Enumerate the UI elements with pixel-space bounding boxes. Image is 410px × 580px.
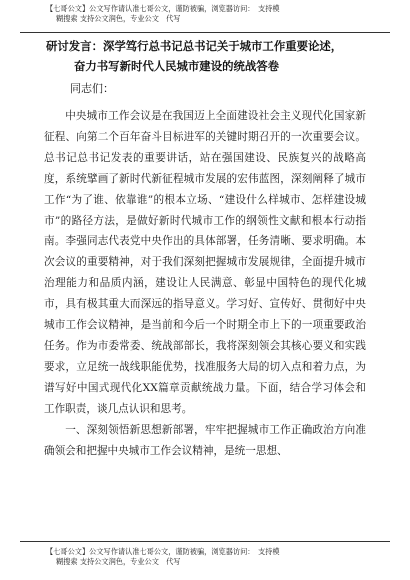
footer-banner-line2: 糊搜索 支持公文润色，专业公文 代写	[56, 557, 181, 566]
footer-banner	[22, 547, 388, 567]
footer-banner-line1: 【七哥公文】公文写作请认准七哥公文，谨防被骗，浏览器访问： 支持模	[46, 547, 280, 556]
title-line-1: 研讨发言：深学笃行总书记总书记关于城市工作重要论述，	[46, 39, 343, 53]
footer-divider	[20, 541, 390, 542]
greeting: 同志们：	[70, 82, 114, 95]
header-divider	[20, 32, 390, 33]
header-banner-line2: 糊搜索 支持公文润色，专业公文 代写	[56, 14, 181, 23]
header-banner	[22, 4, 388, 24]
section-heading-paragraph: 一、深刻领悟新思想新部署，牢牢把握城市工作正确政治方向准确领会和把握中央城市工作会议精神，是统一思想、	[44, 423, 366, 457]
header-banner-line1: 【七哥公文】公文写作请认准七哥公文，谨防被骗，浏览器访问： 支持模	[46, 4, 280, 13]
document-title	[46, 36, 372, 76]
title-line-2: 奋力书写新时代人民城市建设的统战答卷	[74, 59, 280, 73]
document-body	[44, 106, 366, 461]
body-paragraph-1: 中央城市工作会议是在我国迈上全面建设社会主义现代化国家新征程、向第二个百年奋斗目标进军的关键时期召开的一次重要会议。总书记总书记发表的重要讲话，站在强国建设、民族复兴的战略高度，系统擘画了新时代新征程城市发展的宏伟蓝图，深刻阐释了城市工作“为了谁、依靠谁”的根本立场、“建设什么样城市、怎样建设城市”的路径方法，是做好新时代城市工作的纲领性文献和根本行动指南。李强同志代表党中央作出的具体部署，任务清晰、要求明确。本次会议的重要精神，对于我们深刻把握城市发展规律，全面提升城市治理能力和品质内涵，建设让人民满意、彰显中国特色的现代化城市，具有极其重大而深远的指导意义。学习好、宣传好、贯彻好中央城市工作会议精神，是当前和今后一个时期全市上下的一项重要政治任务。作为市委常委、统战部部长，我将深刻领会其核心要义和实践要求，立足统一战线职能优势，找准服务大局的切入点和着力点，为谱写好中国式现代化XX篇章贡献统战力量。下面，结合学习体会和工作职责，谈几点认识和思考。	[44, 110, 366, 415]
